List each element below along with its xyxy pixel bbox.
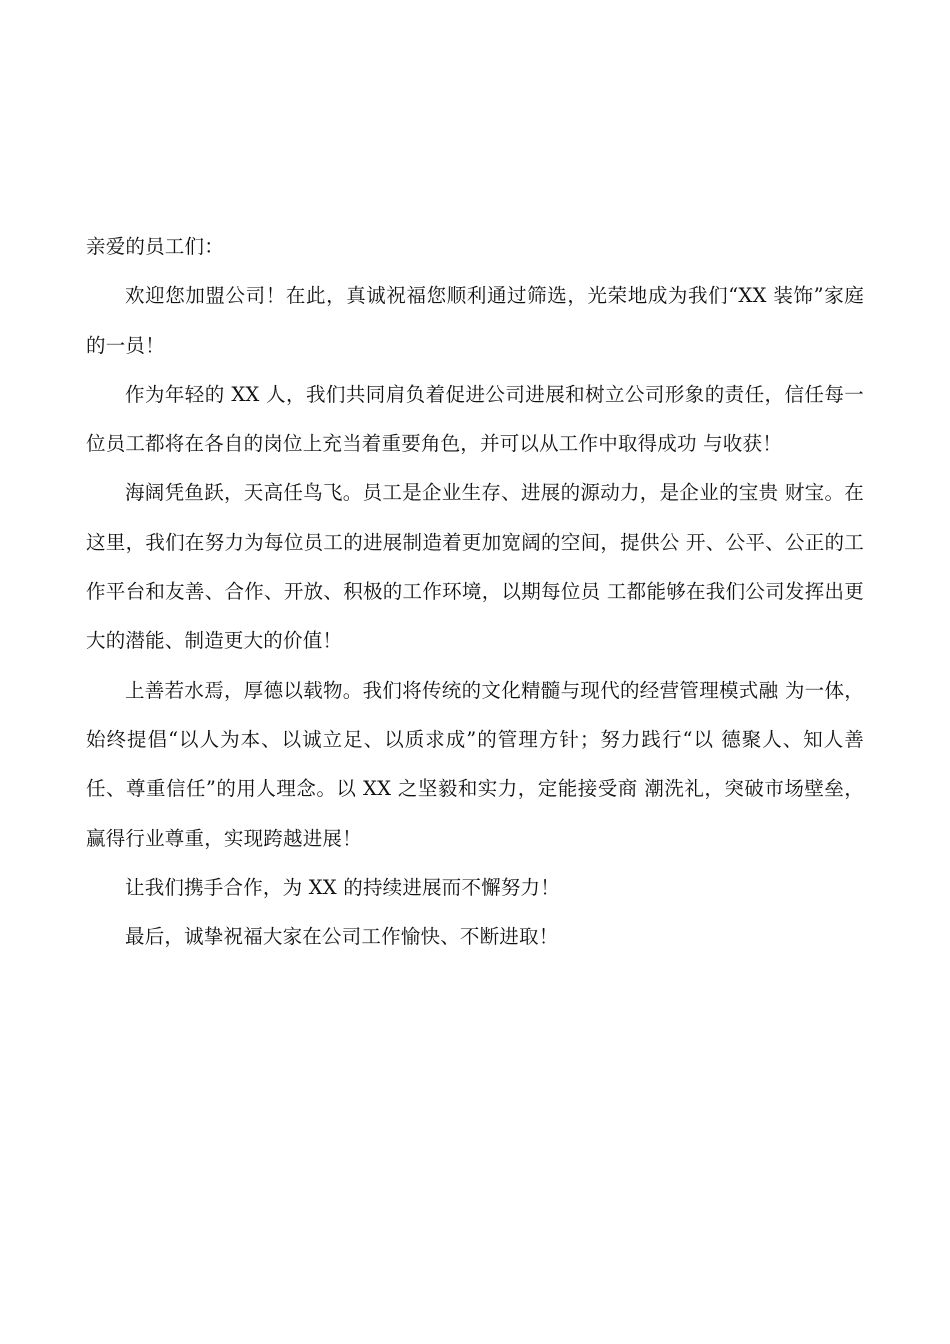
paragraph-closing: 最后，诚挚祝福大家在公司工作愉快、不断进取！ bbox=[125, 925, 559, 949]
paragraph-welcome: 欢迎您加盟公司！在此，真诚祝福您顺利通过筛选，光荣地成为我们“XX 装饰”家庭的一员！ bbox=[86, 284, 864, 357]
salutation: 亲爱的员工们： bbox=[86, 235, 224, 258]
paragraph-responsibility: 作为年轻的 XX 人，我们共同肩负着促进公司进展和树立公司形象的责任，信任每一位员工都将在各自的岗位上充当着重要角色，并可以从工作中取得成功 与收获！ bbox=[86, 382, 864, 456]
paragraph-culture: 上善若水焉，厚德以载物。我们将传统的文化精髓与现代的经营管理模式融 为一体，始终提倡“以人为本、以诚立足、以质求成”的管理方针；努力践行“以 德聚人、知人善任、尊重信任”的用人理念。以 XX 之坚毅和实力，定能接受商 潮洗礼，突破市场壁垒，赢得行业尊重，实现跨越进展！ bbox=[86, 678, 864, 850]
paragraph-cooperation: 让我们携手合作，为 XX 的持续进展而不懈努力！ bbox=[125, 875, 560, 899]
paragraph-opportunity: 海阔凭鱼跃，天高任鸟飞。员工是企业生存、进展的源动力，是企业的宝贵 财宝。在这里，我们在努力为每位员工的进展制造着更加宽阔的空间，提供公 开、公平、公正的工作平台和友善、合作、开放、积极的工作环境，以期每位员 工都能够在我们公司发挥出更大的潜能、制造更大的价值！ bbox=[86, 481, 864, 653]
welcome-letter bbox=[86, 222, 864, 961]
